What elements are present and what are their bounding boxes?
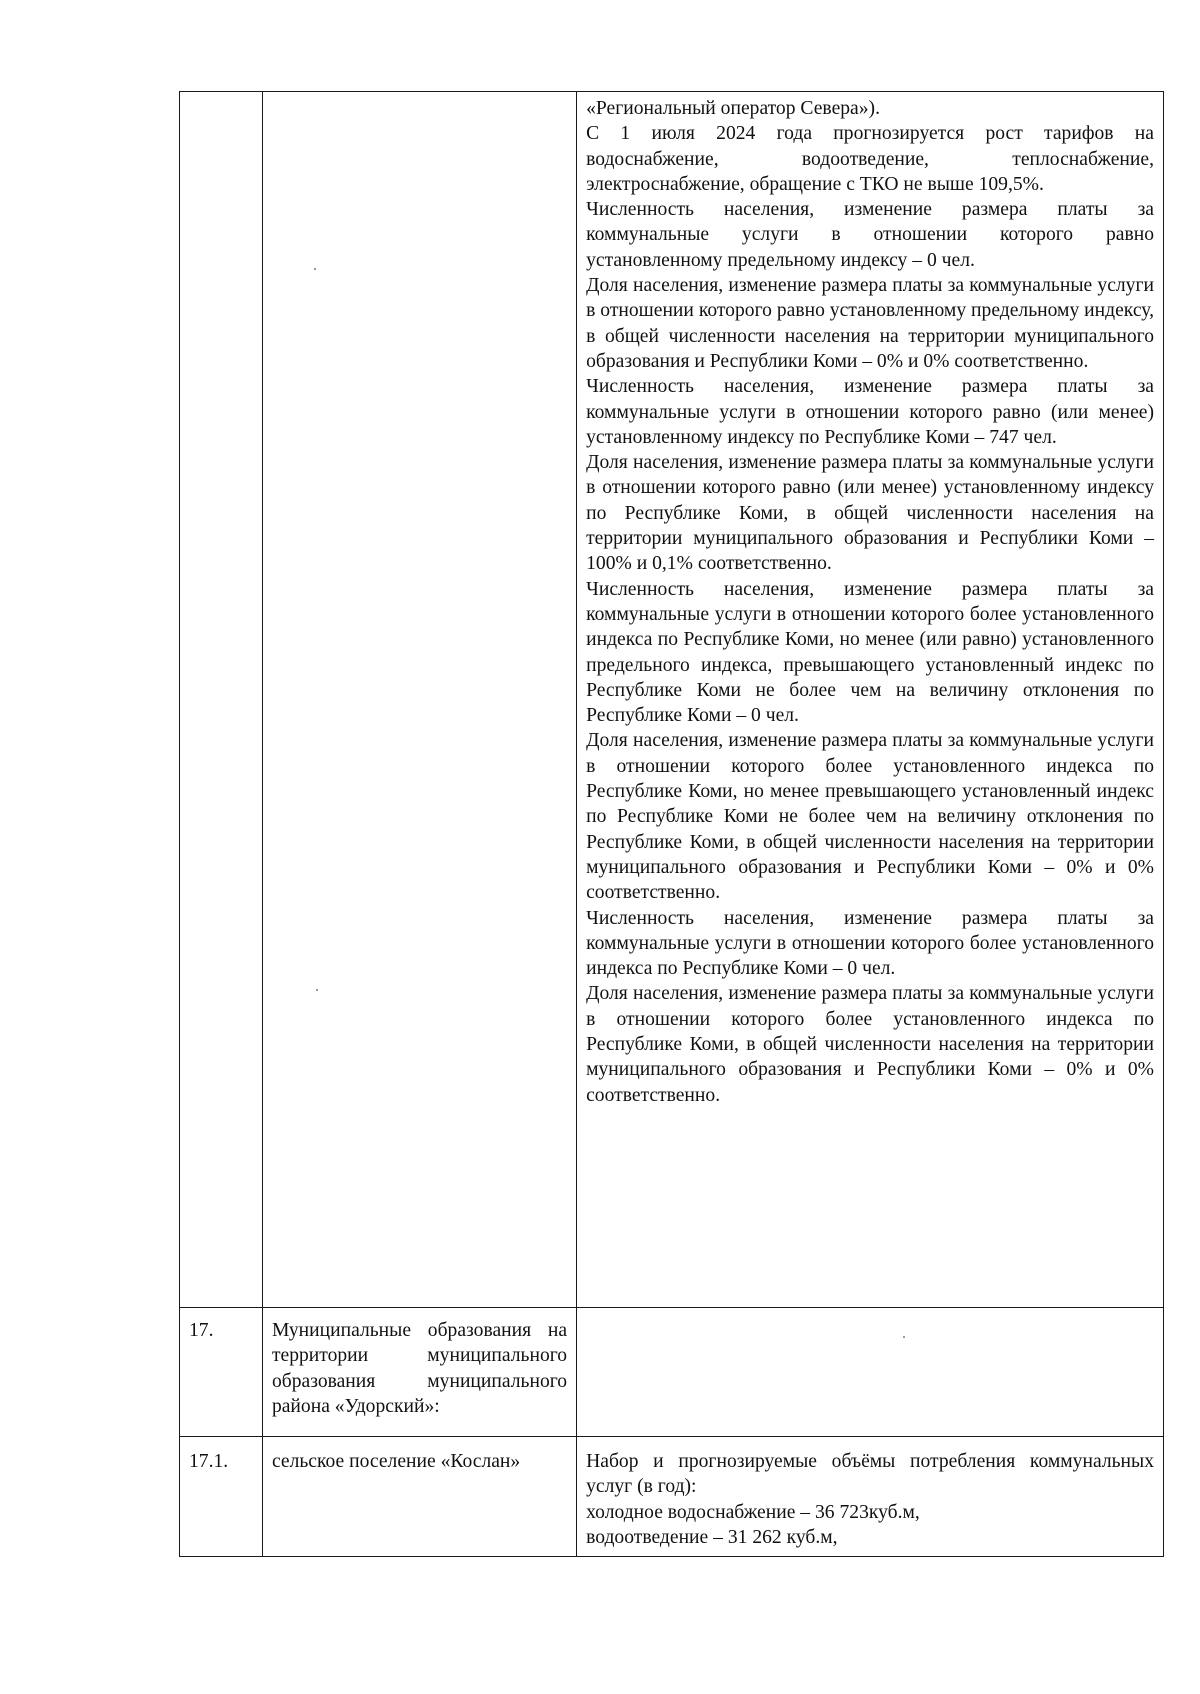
document-table (179, 91, 1164, 1557)
scan-speck (903, 1336, 905, 1338)
municipality-name-cell (262, 1308, 576, 1437)
paragraph: Численность населения, изменение размера платы за коммунальные услуги в отношении которого более установленного индекса по Республике Коми – 0 чел. (586, 907, 1154, 980)
paragraph: Доля населения, изменение размера платы за коммунальные услуги в отношении которого более установленного индекса по Республике Коми, в общей численности населения на территории муниципального образования и Республики Коми – 0% и 0% соответственно. (586, 983, 1154, 1106)
paragraph: Доля населения, изменение размера платы за коммунальные услуги в отношении которого более установленного индекса по Республике Коми, но менее превышающего установленный индекс по Республике Коми не более чем на величину отклонения по Республике Коми, в общей численности населения на территории муниципального образования и Республики Коми – 0% и 0% соответственно. (586, 730, 1154, 904)
scan-speck (316, 989, 318, 991)
consumption-line: холодное водоснабжение – 36 723куб.м, (586, 1501, 920, 1523)
paragraph: Доля населения, изменение размера платы за коммунальные услуги в отношении которого равно (или менее) установленному индексу по Республике Коми, в общей численности населения на территории муниципального образования и Республики Коми – 100% и 0,1% соответственно. (586, 452, 1154, 575)
paragraph: Численность населения, изменение размера платы за коммунальные услуги в отношении которого равно установленному предельному индексу – 0 чел. (586, 199, 1154, 271)
municipality-name: Муниципальные образования на территории муниципального образования муниципального района «Удорский»: (271, 1320, 568, 1417)
paragraph: Численность населения, изменение размера платы за коммунальные услуги в отношении которого равно (или менее) установленному индексу по Республике Коми – 747 чел. (586, 376, 1154, 448)
description-cell (577, 1437, 1164, 1557)
paragraph: Численность населения, изменение размера платы за коммунальные услуги в отношении которого более установленного индекса по Республике Коми, но менее (или равно) установленного предельного индекса, превышающего установленный индекс по Республике Коми не более чем на величину отклонения по Республике Коми – 0 чел. (586, 578, 1154, 727)
paragraph: С 1 июля 2024 года прогнозируется рост тарифов на водоснабжение, водоотведение, теплоснабжение, электроснабжение, обращение с ТКО не выше 109,5%. (586, 123, 1154, 195)
description-cell (577, 1308, 1164, 1437)
row-number-cell (180, 92, 263, 1308)
municipality-name-cell (262, 92, 576, 1308)
paragraph: «Региональный оператор Севера»). (586, 98, 880, 119)
table-row (180, 92, 1164, 1308)
municipality-name-cell (262, 1437, 576, 1557)
table-row (180, 1437, 1164, 1557)
paragraph: Доля населения, изменение размера платы за коммунальные услуги в отношении которого равно установленному предельному индексу, в общей численности населения на территории муниципального образования и Республики Коми – 0% и 0% соответственно. (586, 275, 1154, 372)
table-row (180, 1308, 1164, 1437)
paragraph: Набор и прогнозируемые объёмы потребления коммунальных услуг (в год): (586, 1451, 1154, 1498)
row-number-cell: 17. (180, 1308, 263, 1437)
consumption-line: водоотведение – 31 262 куб.м, (586, 1526, 838, 1548)
municipality-name: сельское поселение «Кослан» (271, 1451, 521, 1472)
row-number-cell: 17.1. (180, 1437, 263, 1557)
scan-speck (314, 268, 316, 270)
description-cell (577, 92, 1164, 1308)
